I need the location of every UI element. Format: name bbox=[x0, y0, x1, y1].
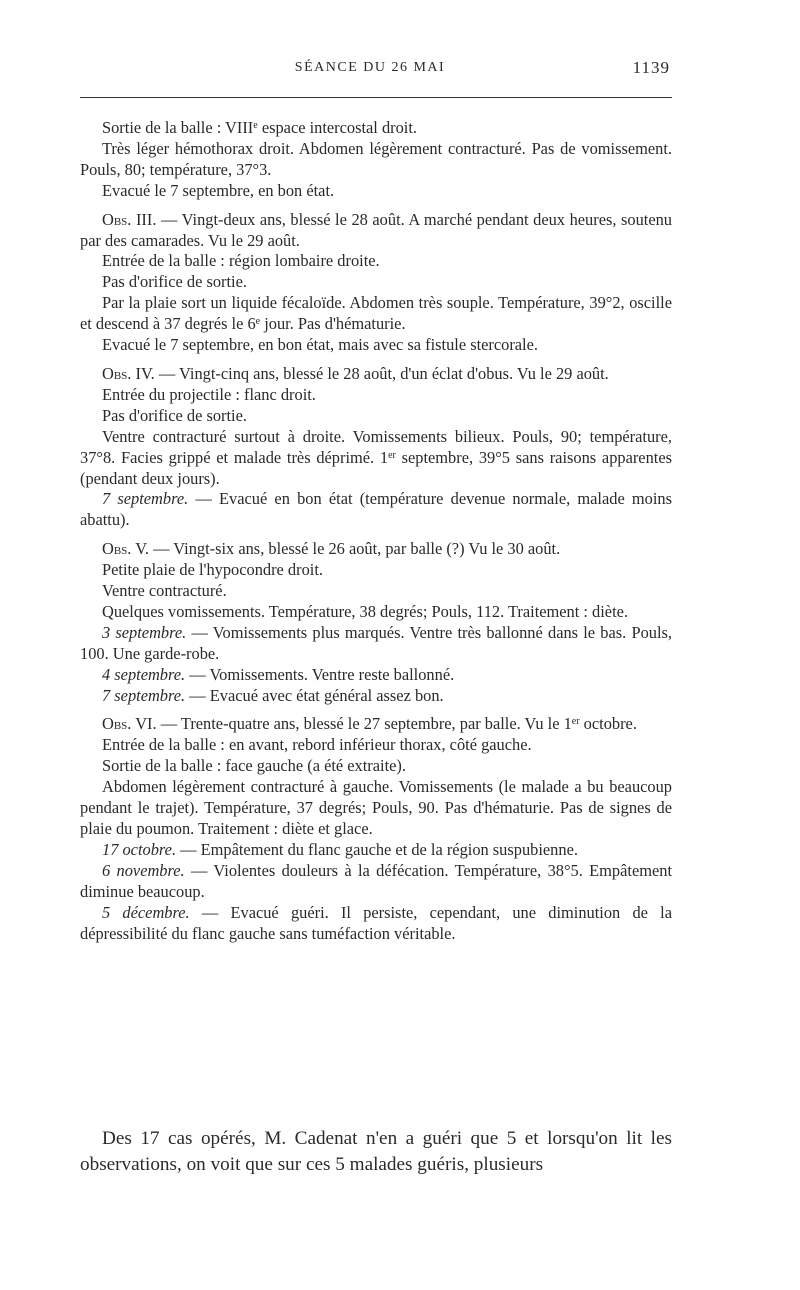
header-rule bbox=[80, 97, 672, 98]
obs6-intro: Obs. VI. — Trente-quatre ans, blessé le 27 septembre, par balle. Vu le 1er octobre. bbox=[102, 714, 637, 734]
obs5-label: Obs. V. bbox=[102, 539, 150, 559]
date-label: 5 décembre. bbox=[102, 902, 190, 922]
obs5-day-entry: 4 septembre. — Vomissements. Ventre reste ballonné. bbox=[102, 664, 455, 684]
obs5-day-entry: 7 septembre. — Evacué avec état général assez bon. bbox=[102, 685, 444, 705]
page-number: 1139 bbox=[632, 58, 670, 77]
obs6-entry-line: Entrée de la balle : en avant, rebord inférieur thorax, côté gauche. bbox=[102, 735, 532, 755]
obs2-outcome-line: Evacué le 7 septembre, en bon état. bbox=[102, 180, 335, 200]
conclusion-paragraph bbox=[80, 1126, 672, 1178]
obs6-exit-line: Sortie de la balle : face gauche (a été extraite). bbox=[102, 756, 406, 776]
obs4-label: Obs. IV. bbox=[102, 363, 155, 383]
date-label: 17 octobre. bbox=[102, 839, 177, 859]
obs5-clinical-line: Quelques vomissements. Température, 38 degrés; Pouls, 112. Traitement : diète. bbox=[102, 601, 629, 621]
obs2-exit-line: Sortie de la balle : VIIIe espace intercostal droit. bbox=[102, 118, 418, 137]
obs4-exit-line: Pas d'orifice de sortie. bbox=[102, 405, 247, 425]
page-header bbox=[80, 58, 670, 82]
date-label: 3 septembre. bbox=[102, 622, 187, 642]
obs4-outcome-line: 7 septembre. — Evacué en bon état (température devenue normale, malade moins abattu). bbox=[80, 489, 672, 530]
date-label: 7 septembre. bbox=[102, 489, 189, 509]
conclusion-text: Des 17 cas opérés, M. Cadenat n'en a guéri que 5 et lorsqu'on lit les observations, on voit que sur ces 5 malades guéris, plusieurs bbox=[80, 1128, 672, 1175]
obs6-day-entry: 17 octobre. — Empâtement du flanc gauche et de la région suspubienne. bbox=[102, 839, 578, 859]
obs3-clinical-line: Par la plaie sort un liquide fécaloïde. Abdomen très souple. Température, 39°2, oscille et descend à 37 degrés le 6e jour. Pas d'hématurie. bbox=[80, 293, 672, 334]
obs3-entry-line: Entrée de la balle : région lombaire droite. bbox=[102, 251, 380, 271]
obs4-clinical-line: Ventre contracturé surtout à droite. Vomissements bilieux. Pouls, 90; température, 37°8. Facies grippé et malade très déprimé. 1er septembre, 39°5 sans raisons apparentes (pendant deux jours). bbox=[80, 426, 672, 488]
observations-body bbox=[80, 118, 672, 944]
obs3-intro: Obs. III. — Vingt-deux ans, blessé le 28 août. A marché pendant deux heures, soutenu par des camarades. Vu le 29 août. bbox=[80, 209, 672, 250]
obs5-intro: Obs. V. — Vingt-six ans, blessé le 26 août, par balle (?) Vu le 30 août. bbox=[102, 539, 561, 559]
obs4-entry-line: Entrée du projectile : flanc droit. bbox=[102, 384, 316, 404]
obs5-wound-line: Petite plaie de l'hypocondre droit. bbox=[102, 560, 323, 580]
running-title: SÉANCE DU 26 MAI bbox=[294, 60, 446, 75]
obs3-outcome-line: Evacué le 7 septembre, en bon état, mais avec sa fistule stercorale. bbox=[102, 335, 538, 355]
obs3-exit-line: Pas d'orifice de sortie. bbox=[102, 272, 247, 292]
obs4-intro: Obs. IV. — Vingt-cinq ans, blessé le 28 août, d'un éclat d'obus. Vu le 29 août. bbox=[102, 363, 609, 383]
date-label: 4 septembre. bbox=[102, 664, 186, 684]
date-label: 6 novembre. bbox=[102, 860, 185, 880]
date-label: 7 septembre. bbox=[102, 685, 186, 705]
obs6-clinical-line: Abdomen légèrement contracturé à gauche. Vomissements (le malade a bu beaucoup pendant le trajet). Température, 37 degrés; Pouls, 90. Pas d'hématurie. Pas de signes de plaie du poumon. Traitement : diète et glace. bbox=[80, 777, 672, 838]
obs6-day-entry: 6 novembre. — Violentes douleurs à la défécation. Température, 38°5. Empâtement diminue beaucoup. bbox=[80, 860, 672, 901]
obs3-label: Obs. III. bbox=[102, 209, 157, 229]
obs5-day-entry: 3 septembre. — Vomissements plus marqués. Ventre très ballonné dans le bas. Pouls, 100. Une garde-robe. bbox=[80, 622, 672, 663]
obs6-day-entry: 5 décembre. — Evacué guéri. Il persiste, cependant, une diminution de la dépressibilité du flanc gauche sans tuméfaction véritable. bbox=[80, 902, 672, 943]
obs6-label: Obs. VI. bbox=[102, 714, 157, 734]
obs2-clinical-line: Très léger hémothorax droit. Abdomen légèrement contracturé. Pas de vomissement. Pouls, 80; température, 37°3. bbox=[80, 138, 672, 179]
obs5-abdomen-line: Ventre contracturé. bbox=[102, 581, 227, 601]
